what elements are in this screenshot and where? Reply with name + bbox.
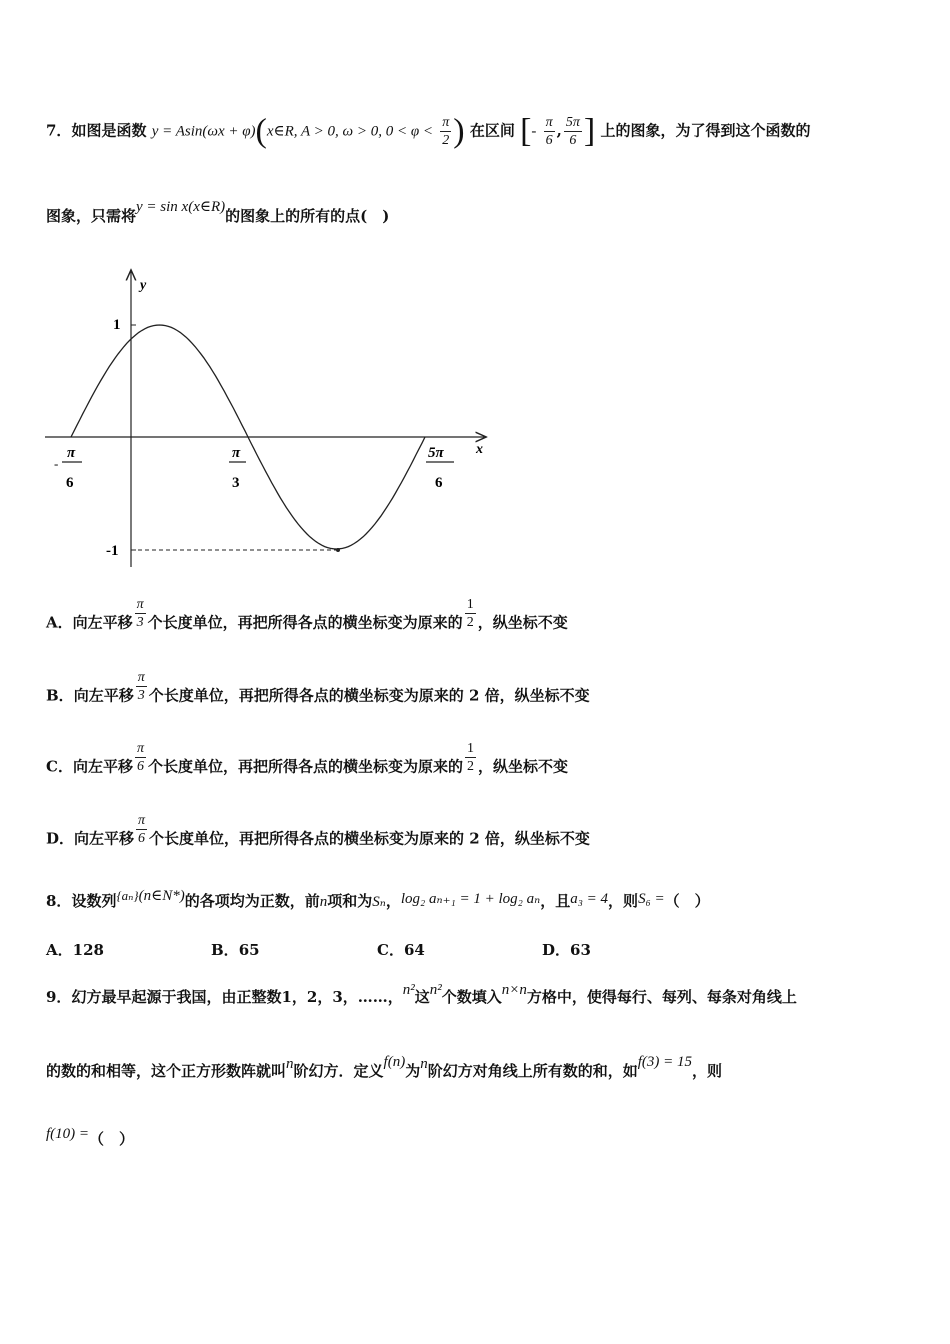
tick-left-sign: -: [54, 456, 59, 471]
q9-line2: 的数的和相等，这个正方形数阵就叫n阶幻方．定义f(n)为n阶幻方对角线上所有数的和，如f(3) = 15，则: [46, 1054, 723, 1080]
q7-intro: 如图是函数: [71, 121, 147, 140]
q9-line1: 9．幻方最早起源于我国，由正整数1，2，3，……，n²这n²个数填入n×n方格中，使得每行、每列、每条对角线上: [46, 982, 797, 1006]
q8-option-a[interactable]: A．128: [46, 941, 104, 959]
q8-option-c[interactable]: C．64: [377, 941, 425, 959]
tick-right-den: 6: [435, 475, 443, 491]
q7-formula: y = Asin(ωx + φ): [151, 123, 256, 140]
tick-mid-den: 3: [232, 475, 240, 491]
q7-line2-formula: y = sin x(x∈R): [136, 199, 226, 215]
y-tick-bottom-label: -1: [106, 543, 119, 559]
q8-seq: {aₙ}: [116, 888, 139, 903]
sine-graph: [40, 265, 510, 585]
q9-f10: f(10) =: [46, 1126, 90, 1142]
q7-line1: 7．如图是函数 y = Asin(ωx + φ)(x∈R, A > 0, ω > 0, 0 < φ < $\frac{\pi}{2}$ ) 在区间 [- $\frac{\pi}{6}$ , $\frac{5\pi}{6}$ ] 上的图象，为了得到这个函数的: [46, 112, 811, 150]
q7-interval-b: $\frac{5\pi}{6}$: [565, 115, 580, 148]
tick-left-num: π: [67, 445, 76, 461]
q8-option-b[interactable]: B．65: [211, 941, 260, 959]
q7-option-d[interactable]: D．向左平移 $\frac{\pi}{6}$ 个长度单位，再把所得各点的横坐标变为原来的 2 倍，纵坐标不变: [46, 813, 590, 848]
q7-interval-a: $\frac{\pi}{6}$: [545, 115, 553, 148]
q8-S6: S₆ =: [638, 891, 665, 907]
q8-Sn: Sₙ: [372, 894, 386, 910]
q8-a3: a₃ = 4: [570, 891, 609, 907]
q8-cond: (n∈N*): [138, 888, 185, 904]
x-axis-label: x: [476, 442, 483, 457]
y-axis-label: y: [140, 278, 147, 293]
tick-left-den: 6: [66, 475, 74, 491]
min-point: [336, 548, 340, 552]
tick-mid-num: π: [232, 445, 241, 461]
q7-in-interval: 在区间: [469, 121, 515, 140]
q7-number: 7．: [46, 121, 72, 140]
q7-line2: 图象，只需将y = sin x(x∈R)的图象上的所有的点( ): [46, 199, 390, 225]
q7-cond-frac: $\frac{\pi}{2}$: [442, 115, 450, 148]
y-tick-top-label: 1: [113, 317, 121, 333]
q7-condition: x∈R, A > 0, ω > 0, 0 < φ <: [266, 123, 434, 140]
q7-after-interval: 上的图象，为了得到这个函数的: [600, 121, 811, 140]
tick-right-num: 5π: [428, 445, 444, 461]
q8-option-d[interactable]: D．63: [542, 941, 591, 959]
q8-stem: 8．设数列{aₙ}(n∈N*)的各项均为正数，前n项和为Sₙ，log₂ aₙ₊₁ = 1 + log₂ aₙ，且a₃ = 4，则S₆ =（ ）: [46, 888, 710, 910]
q7-option-b[interactable]: B．向左平移 $\frac{\pi}{3}$ 个长度单位，再把所得各点的横坐标变为原来的 2 倍，纵坐标不变: [46, 670, 590, 705]
q7-option-c[interactable]: C．向左平移 $\frac{\pi}{6}$ 个长度单位，再把所得各点的横坐标变为原来的 $\frac{1}{2}$ ，纵坐标不变: [46, 741, 569, 776]
q8-relation: log₂ aₙ₊₁ = 1 + log₂ aₙ: [400, 891, 541, 907]
q9-line3: f(10) =（ ）: [46, 1126, 135, 1148]
q7-option-a[interactable]: A．向左平移 $\frac{\pi}{3}$ 个长度单位，再把所得各点的横坐标变为原来的 $\frac{1}{2}$ ，纵坐标不变: [46, 597, 568, 632]
